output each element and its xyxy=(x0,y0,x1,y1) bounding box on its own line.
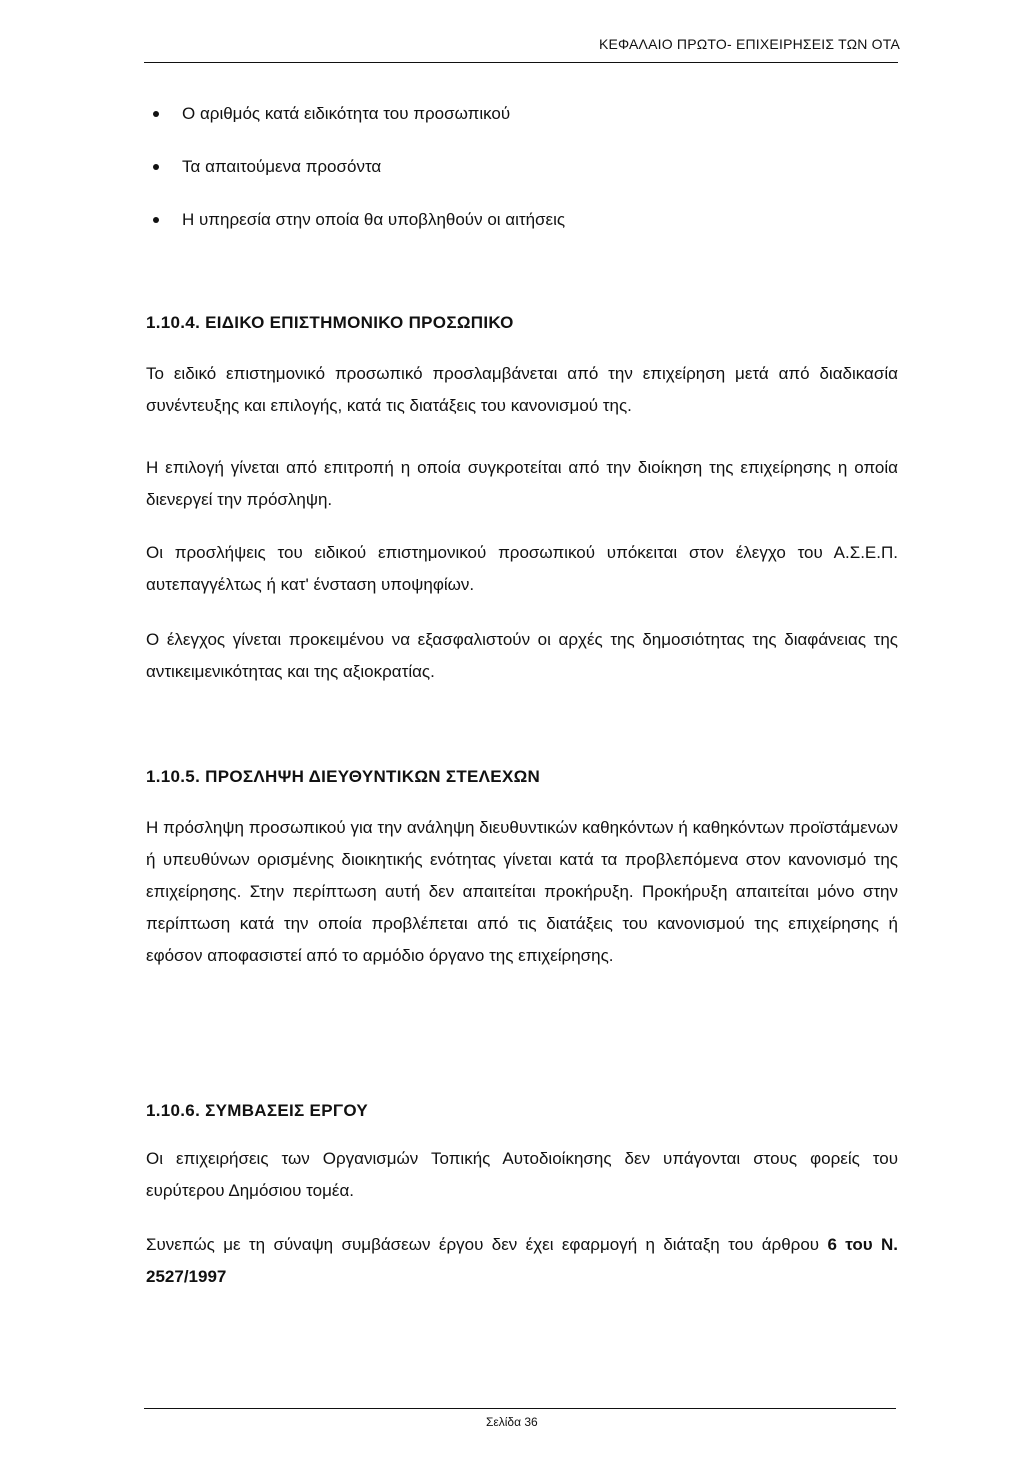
section-heading-1-10-4: 1.10.4. ΕΙΔΙΚΟ ΕΠΙΣΤΗΜΟΝΙΚΟ ΠΡΟΣΩΠΙΚΟ xyxy=(146,313,514,332)
list-item: Ο αριθμός κατά ειδικότητα του προσωπικού xyxy=(150,103,565,156)
paragraph: Ο έλεγχος γίνεται προκειμένου να εξασφαλιστούν οι αρχές της δημοσιότητας της διαφάνειας της αντικειμενικότητας και της αξιοκρατίας. xyxy=(146,630,898,681)
requirements-list xyxy=(150,103,565,262)
law-reference: 6 του Ν. 2527/1997 xyxy=(146,1235,898,1286)
paragraph-text: Συνεπώς με τη σύναψη συμβάσεων έργου δεν έχει εφαρμογή η διάταξη του άρθρου xyxy=(146,1235,820,1254)
footer-divider xyxy=(144,1408,896,1409)
paragraph: Το ειδικό επιστημονικό προσωπικό προσλαμβάνεται από την επιχείρηση μετά από διαδικασία συνέντευξης και επιλογής, κατά τις διατάξεις του κανονισμού της. xyxy=(146,364,898,415)
page-number: Σελίδα 36 xyxy=(486,1415,538,1429)
chapter-header: ΚΕΦΑΛΑΙΟ ΠΡΩΤΟ- ΕΠΙΧΕΙΡΗΣΕΙΣ ΤΩΝ ΟΤΑ xyxy=(598,36,900,52)
section-heading-1-10-5: 1.10.5. ΠΡΟΣΛΗΨΗ ΔΙΕΥΘΥΝΤΙΚΩΝ ΣΤΕΛΕΧΩΝ xyxy=(146,767,541,786)
paragraph-closing xyxy=(146,1229,898,1293)
paragraph: Οι επιχειρήσεις των Οργανισμών Τοπικής Αυτοδιοίκησης δεν υπάγονται στους φορείς του ευρύτερου Δημόσιου τομέα. xyxy=(146,1149,898,1200)
paragraph: Η πρόσληψη προσωπικού για την ανάληψη διευθυντικών καθηκόντων ή καθηκόντων προϊστάμενων ή υπευθύνων ορισμένης διοικητικής ενότητας γίνεται κατά τα προβλεπόμενα στον κανονισμό της επιχείρησης. Στην περίπτωση αυτή δεν απαιτείται προκήρυξη. Προκήρυξη απαιτείται μόνο στην περίπτωση κατά την οποία προβλέπεται από τις διατάξεις του κανονισμού της επιχείρησης ή εφόσον αποφασιστεί από το αρμόδιο όργανο της επιχείρησης. xyxy=(146,818,898,965)
section-heading-1-10-6: 1.10.6. ΣΥΜΒΑΣΕΙΣ ΕΡΓΟΥ xyxy=(146,1101,369,1120)
paragraph: Η επιλογή γίνεται από επιτροπή η οποία συγκροτείται από την διοίκηση της επιχείρησης η οποία διενεργεί την πρόσληψη. xyxy=(146,458,898,509)
paragraph: Οι προσλήψεις του ειδικού επιστημονικού προσωπικού υπόκειται στον έλεγχο του Α.Σ.Ε.Π. αυτεπαγγέλτως ή κατ' ένσταση υποψηφίων. xyxy=(146,543,898,594)
list-item: Τα απαιτούμενα προσόντα xyxy=(150,156,565,209)
header-divider xyxy=(144,62,898,63)
list-item: Η υπηρεσία στην οποία θα υποβληθούν οι αιτήσεις xyxy=(150,209,565,262)
